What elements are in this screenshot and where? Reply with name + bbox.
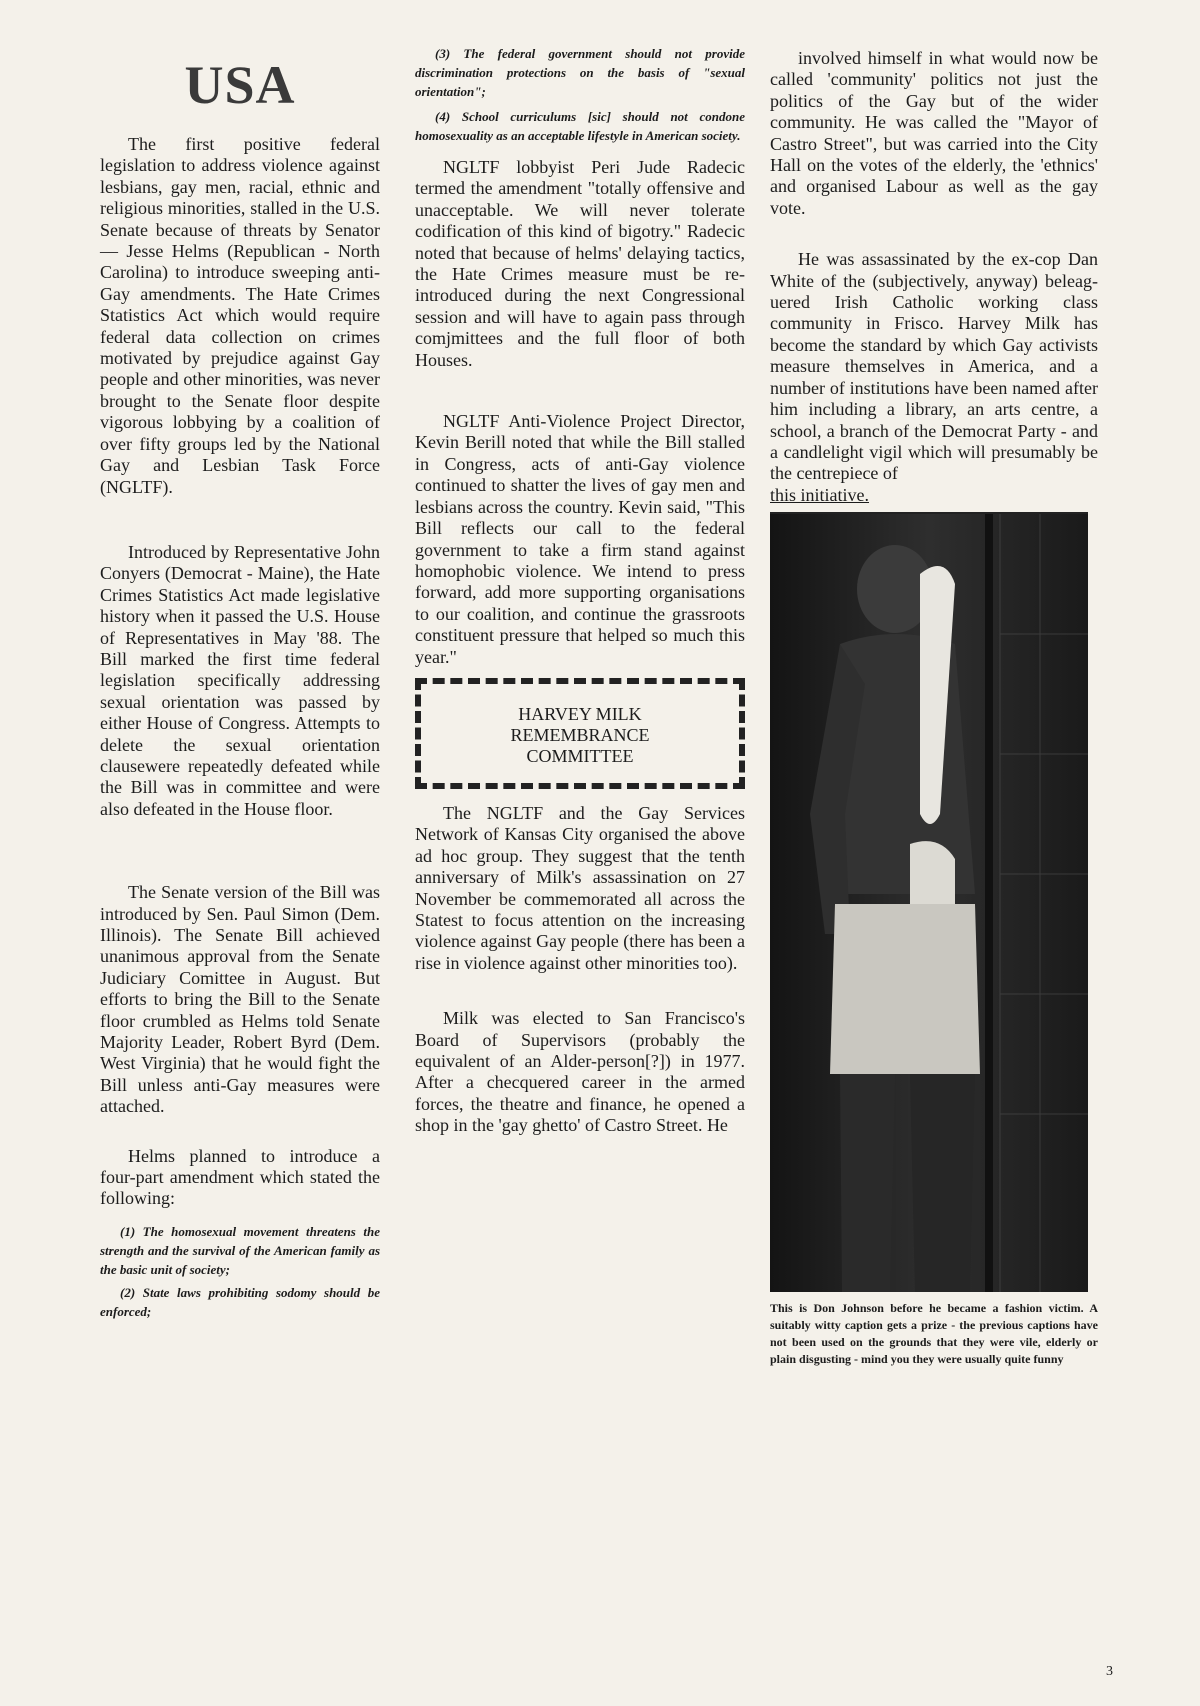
paragraph: Introduced by Representative John Conyers (Democrat - Maine), the Hate Crimes Statistics Act made legislative history when it passed the U.S. House of Representatives in May '88. The Bill marked the first time federal legislation specifically addressing sexual orientation was passed by either House of Congress. Attempts to delete the sexual orientation clausewere repeatedly defeated while the Bill was in committee and were also defeated in the House floor. <box>100 541 380 819</box>
photo-caption: This is Don Johnson before he became a fashion victim. A suitably witty caption gets a prize - the previous captions have not been used on the grounds that they were vile, elderly or plain disgusting - mind you they were usually quite funny <box>770 1301 1098 1367</box>
paragraph: NGLTF Anti-Violence Project Director, Kevin Berill noted that while the Bill stalled in Congress, acts of anti-Gay violence continued to shatter the lives of gay men and lesbians across the country. Kevin said, "This Bill reflects our call to the federal government to take a firm stand against homophobic violence. We intend to press forward, add more supporting organisations to our coalition, and continue the grassroots constituent pressure that helped so much this year." <box>415 411 745 667</box>
column-middle <box>415 44 745 1181</box>
amendment-item: (2) State laws prohibiting sodomy should be enforced; <box>100 1284 380 1319</box>
box-line: COMMITTEE <box>526 745 634 766</box>
paragraph: Helms planned to introduce a four-part amendment which stated the following: <box>100 1145 380 1209</box>
page-title: USA <box>184 55 296 115</box>
photo-illustration <box>770 514 1088 1292</box>
paragraph: The NGLTF and the Gay Services Network of Kansas City organised the above ad hoc group. They suggest that the tenth anniversary of Milk's assassination on 27 November be commemorated all across the Statest to focus attention on the increasing violence against Gay people (there has been a rise in violence against other minorities too). <box>415 802 745 973</box>
boxed-heading <box>415 678 745 789</box>
paragraph: NGLTF lobbyist Peri Jude Radecic termed the amendment "totally offensive and unacceptable. We will never tolerate codification of this kind of bigotry." Radecic noted that because of helms' delaying tactics, the Hate Crimes measure must be re-introduced during the next Congressional session and will have to again pass through comjmittees and the full floor of both Houses. <box>415 157 745 370</box>
paragraph: involved himself in what would now be called 'community' politics not just the politics of the Gay but of the wider community. He was called the "Mayor of Castro Street", but was carried into the City Hall on the votes of the elderly, the 'ethnics' and organised Labour as well as the gay vote. <box>770 48 1098 218</box>
amendment-item: (1) The homosexual movement threatens the strength and the survival of the American family as the basic unit of society; <box>100 1223 380 1277</box>
amendment-item: (3) The federal government should not provide discrimination protections on the basis of "sexual orientation"; <box>415 46 745 99</box>
photo-man-with-towel <box>770 512 1088 1292</box>
paragraph: The Senate version of the Bill was introduced by Sen. Paul Simon (Dem. Illinois). The Senate Bill achieved unanimous approval from the Senate Judiciary Comittee in August. But efforts to bring the Bill to the Senate floor crumbled as Helms told Senate Majority Leader, Robert Byrd (Dem. West Virginia) that he would fight the Bill unless anti-Gay measures were attached. <box>100 882 380 1117</box>
column-left <box>100 48 380 1325</box>
column-right <box>770 48 1098 1372</box>
paragraph: The first positive federal legislation to address violence against lesbians, gay men, racial, ethnic and religious minorities, stalled in the U.S. Senate because of threats by Senator — Jesse Helms (Republican - North Carolina) to introduce sweeping anti-Gay amendments. The Hate Crimes Statistics Act which would require federal data collection on crimes motivated by prejudice against Gay people and other minorities, was never brought to the Senate floor despite vigorous lobbying by a coalition of over fifty groups led by the National Gay and Lesbian Task Force (NGLTF). <box>100 134 380 497</box>
paragraph: Milk was elected to San Francisco's Board of Supervisors (probably the equivalent of an Alder-person[?]) in 1977. After a checquered career in the armed forces, the theatre and finance, he opened a shop in the 'gay ghetto' of Castro Street. He <box>415 1008 745 1136</box>
box-line: REMEMBRANCE <box>510 724 650 745</box>
page-number: 3 <box>1106 1664 1113 1679</box>
paragraph-end: this initiative. <box>770 484 869 505</box>
box-line: HARVEY MILK <box>518 703 642 724</box>
amendment-item: (4) School curriculums [sic] should not condone homosexuality as an acceptable lifestyle in American society. <box>415 109 745 143</box>
paragraph: He was assassinated by the ex-cop Dan White of the (subjectively, anyway) beleag-uered Irish Catholic working class community in Frisco. Harvey Milk has become the standard by which Gay activists measure themselves in America, and a number of institutions have been named after him including a library, an arts centre, a school, a branch of the Democrat Party - and a candlelight vigil which will presumably be the centrepiece of <box>770 249 1098 484</box>
